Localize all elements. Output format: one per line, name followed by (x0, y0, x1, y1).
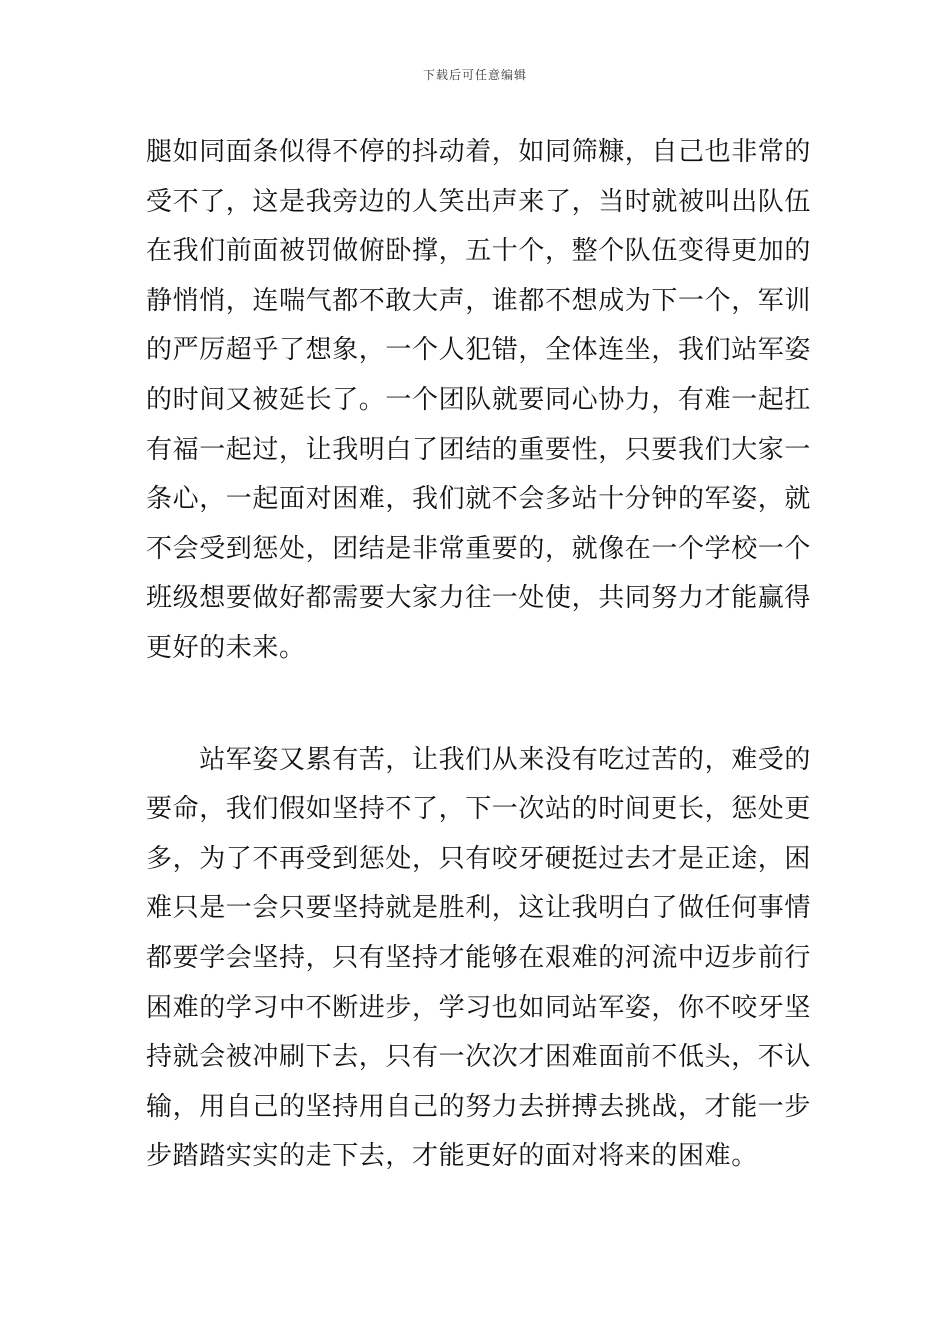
text-line: 输，用自己的坚持用自己的努力去拼搏去挑战，才能一步 (146, 1091, 812, 1122)
text-line: 班级想要做好都需要大家力往一处使，共同努力才能赢得 (146, 583, 812, 614)
page-header: 下载后可任意编辑 (422, 68, 527, 82)
text-line: 难只是一会只要坚持就是胜利，这让我明白了做任何事情 (146, 893, 812, 924)
paragraph-spacer (146, 674, 810, 736)
paragraph-1 (146, 128, 810, 674)
text-line: 的严厉超乎了想象，一个人犯错，全体连坐，我们站军姿 (146, 335, 812, 366)
text-line: 条心，一起面对困难，我们就不会多站十分钟的军姿，就 (146, 484, 812, 515)
text-line: 受不了，这是我旁边的人笑出声来了，当时就被叫出队伍 (146, 186, 812, 217)
text-line: 在我们前面被罚做俯卧撑，五十个，整个队伍变得更加的 (146, 236, 812, 267)
text-line: 的时间又被延长了。一个团队就要同心协力，有难一起扛 (146, 384, 812, 415)
text-line: 有福一起过，让我明白了团结的重要性，只要我们大家一 (146, 434, 812, 465)
text-line: 不会受到惩处，团结是非常重要的，就像在一个学校一个 (146, 533, 812, 564)
text-line: 步踏踏实实的走下去，才能更好的面对将来的困难。 (146, 1141, 758, 1172)
text-line: 静悄悄，连喘气都不敢大声，谁都不想成为下一个，军训 (146, 285, 812, 316)
text-line: 要命，我们假如坚持不了，下一次站的时间更长，惩处更 (146, 794, 812, 825)
paragraph-2 (146, 736, 810, 1182)
text-line: 都要学会坚持，只有坚持才能够在艰难的河流中迈步前行 (146, 942, 812, 973)
text-line: 腿如同面条似得不停的抖动着，如同筛糠，自己也非常的 (146, 137, 812, 167)
text-line: 持就会被冲刷下去，只有一次次才困难面前不低头，不认 (146, 1042, 812, 1073)
text-line: 站军姿又累有苦，让我们从来没有吃过苦的，难受的 (146, 744, 812, 775)
text-line: 困难的学习中不断进步，学习也如同站军姿，你不咬牙坚 (146, 992, 812, 1023)
text-line: 多，为了不再受到惩处，只有咬牙硬挺过去才是正途，困 (146, 843, 812, 874)
document-body (146, 128, 810, 1182)
text-line: 更好的未来。 (146, 632, 306, 663)
